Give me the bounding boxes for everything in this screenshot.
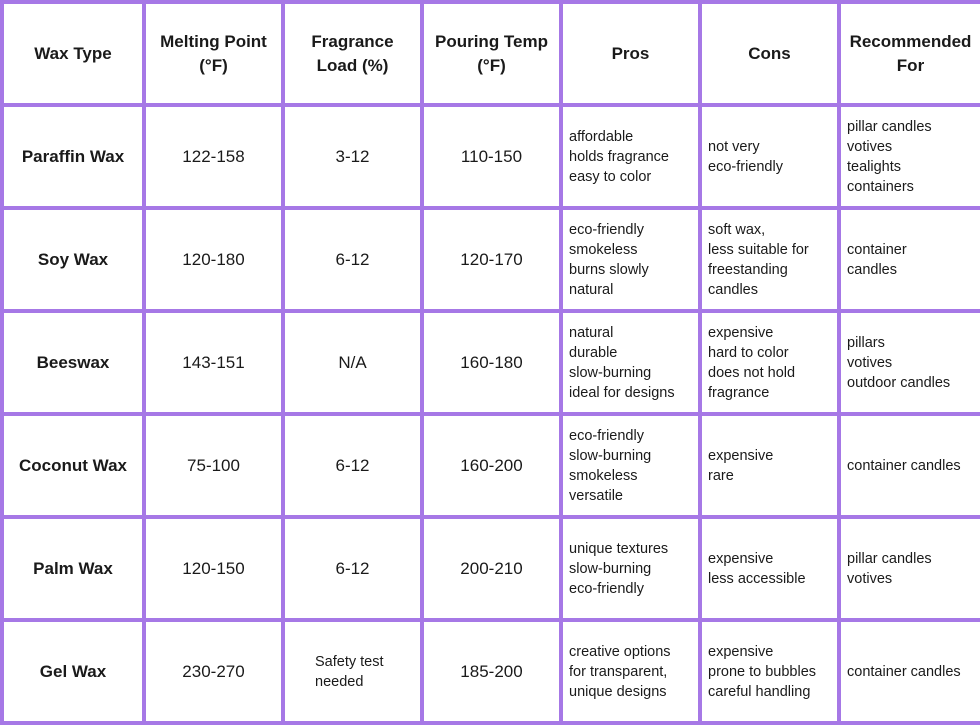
pouring-temp-cell: 200-210 [422, 517, 561, 620]
recommended-line: outdoor candles [847, 374, 951, 391]
header-fragrance-load: Fragrance Load (%) [283, 2, 422, 105]
recommended-for-cell [839, 517, 980, 620]
pros-line: easy to color [569, 168, 652, 185]
header-pouring-temp: Pouring Temp (°F) [422, 2, 561, 105]
fragrance-load-cell: 6-12 [283, 208, 422, 311]
pros-line: versatile [569, 487, 623, 504]
pros-line: eco-friendly [569, 580, 644, 597]
table-row-soy-wax [2, 208, 980, 311]
pros-cell [561, 311, 700, 414]
fragrance-load-cell: N/A [283, 311, 422, 414]
cons-line: rare [708, 467, 734, 484]
pros-line: durable [569, 344, 618, 361]
header-pros: Pros [561, 2, 700, 105]
recommended-for-cell [839, 414, 980, 517]
recommended-for-cell [839, 208, 980, 311]
pros-cell [561, 620, 700, 723]
pros-cell [561, 105, 700, 208]
recommended-for-cell [839, 311, 980, 414]
melting-point-cell: 120-150 [144, 517, 283, 620]
header-row [2, 2, 980, 105]
pros-line: smokeless [569, 467, 638, 484]
pros-line: slow-burning [569, 364, 652, 381]
cons-line: careful handling [708, 683, 811, 700]
recommended-for-cell [839, 105, 980, 208]
wax-type-cell: Beeswax [2, 311, 144, 414]
recommended-line: votives [847, 354, 893, 371]
cons-line: freestanding [708, 261, 788, 278]
cons-line: expensive [708, 550, 774, 567]
recommended-line: pillars [847, 334, 885, 351]
pros-line: burns slowly [569, 261, 649, 278]
cons-cell [700, 517, 839, 620]
cons-line: prone to bubbles [708, 663, 817, 680]
cons-line: less suitable for [708, 241, 809, 258]
cons-cell [700, 414, 839, 517]
recommended-line: tealights [847, 158, 902, 175]
cons-line: not very [708, 138, 760, 155]
table-row-paraffin-wax [2, 105, 980, 208]
cons-line: candles [708, 281, 758, 298]
pros-line: slow-burning [569, 560, 652, 577]
recommended-line: candles [847, 261, 897, 278]
pouring-temp-cell: 120-170 [422, 208, 561, 311]
cons-cell [700, 208, 839, 311]
table-body [2, 105, 980, 723]
wax-type-cell: Soy Wax [2, 208, 144, 311]
recommended-line: votives [847, 138, 893, 155]
table-row-palm-wax [2, 517, 980, 620]
pros-line: unique textures [569, 540, 669, 557]
recommended-line: container candles [847, 457, 961, 474]
pouring-temp-cell: 160-180 [422, 311, 561, 414]
pros-line: slow-burning [569, 447, 652, 464]
cons-line: hard to color [708, 344, 789, 361]
fragrance-load-cell: Safety test needed [283, 620, 422, 723]
wax-type-cell: Gel Wax [2, 620, 144, 723]
pros-line: smokeless [569, 241, 638, 258]
cons-line: expensive [708, 643, 774, 660]
cons-line: less accessible [708, 570, 806, 587]
melting-point-cell: 120-180 [144, 208, 283, 311]
table-row-beeswax [2, 311, 980, 414]
cons-cell [700, 620, 839, 723]
cons-line: does not hold [708, 364, 796, 381]
header-recommended-for: Recommended For [839, 2, 980, 105]
recommended-line: pillar candles [847, 118, 932, 135]
header-cons: Cons [700, 2, 839, 105]
pros-line: natural [569, 281, 614, 298]
melting-point-cell: 143-151 [144, 311, 283, 414]
recommended-line: votives [847, 570, 893, 587]
cons-line: expensive [708, 324, 774, 341]
pros-line: creative options [569, 643, 671, 660]
pouring-temp-cell: 110-150 [422, 105, 561, 208]
table-row-gel-wax [2, 620, 980, 723]
pros-line: unique designs [569, 683, 667, 700]
header-wax-type: Wax Type [2, 2, 144, 105]
recommended-line: pillar candles [847, 550, 932, 567]
wax-type-cell: Paraffin Wax [2, 105, 144, 208]
recommended-line: container [847, 241, 907, 258]
pros-cell [561, 517, 700, 620]
wax-type-cell: Palm Wax [2, 517, 144, 620]
fragrance-load-cell: 6-12 [283, 517, 422, 620]
melting-point-cell: 122-158 [144, 105, 283, 208]
table-row-coconut-wax [2, 414, 980, 517]
pouring-temp-cell: 160-200 [422, 414, 561, 517]
pros-line: ideal for designs [569, 384, 675, 401]
cons-cell [700, 105, 839, 208]
pouring-temp-cell: 185-200 [422, 620, 561, 723]
cons-line: fragrance [708, 384, 770, 401]
pros-line: holds fragrance [569, 148, 669, 165]
pros-cell [561, 414, 700, 517]
fragrance-load-cell: 3-12 [283, 105, 422, 208]
pros-line: natural [569, 324, 614, 341]
melting-point-cell: 230-270 [144, 620, 283, 723]
pros-line: eco-friendly [569, 427, 644, 444]
cons-line: eco-friendly [708, 158, 783, 175]
recommended-line: container candles [847, 663, 961, 680]
pros-line: affordable [569, 128, 634, 145]
cons-line: soft wax, [708, 221, 766, 238]
cons-cell [700, 311, 839, 414]
pros-line: for transparent, [569, 663, 668, 680]
melting-point-cell: 75-100 [144, 414, 283, 517]
wax-type-cell: Coconut Wax [2, 414, 144, 517]
cons-line: expensive [708, 447, 774, 464]
recommended-for-cell [839, 620, 980, 723]
fragrance-load-cell: 6-12 [283, 414, 422, 517]
recommended-line: containers [847, 178, 914, 195]
pros-cell [561, 208, 700, 311]
pros-line: eco-friendly [569, 221, 644, 238]
header-melting-point: Melting Point (°F) [144, 2, 283, 105]
